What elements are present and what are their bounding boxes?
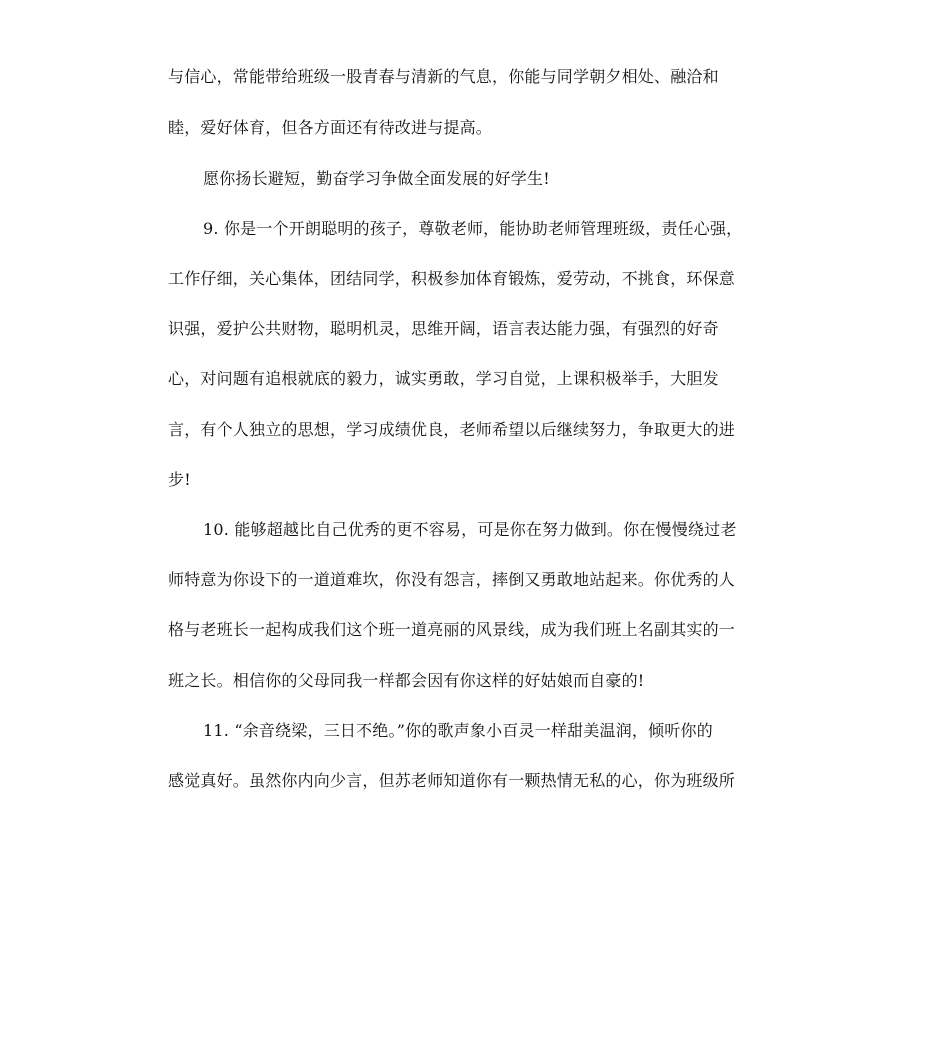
text-line: 9. 你是一个开朗聪明的孩子，尊敬老师，能协助老师管理班级，责任心强， xyxy=(203,219,743,238)
text-line: 工作仔细，关心集体，团结同学，积极参加体育锻炼，爱劳动，不挑食，环保意 xyxy=(168,269,736,288)
text-line: 11. “余音绕梁，三日不绝。”你的歌声象小百灵一样甜美温润，倾听你的 xyxy=(203,721,713,740)
text-line: 言，有个人独立的思想，学习成绩优良，老师希望以后继续努力，争取更大的进 xyxy=(168,420,736,439)
text-line: 师特意为你设下的一道道难坎，你没有怨言，摔倒又勇敢地站起来。你优秀的人 xyxy=(168,570,736,589)
text-line: 与信心，常能带给班级一股青春与清新的气息，你能与同学朝夕相处、融洽和 xyxy=(168,67,719,86)
text-line: 睦，爱好体育，但各方面还有待改进与提高。 xyxy=(168,118,493,137)
text-line: 识强，爱护公共财物，聪明机灵，思维开阔，语言表达能力强，有强烈的好奇 xyxy=(168,319,719,338)
text-line: 感觉真好。虽然你内向少言，但苏老师知道你有一颗热情无私的心，你为班级所 xyxy=(168,771,736,790)
text-line: 步! xyxy=(168,470,191,489)
text-line: 愿你扬长避短，勤奋学习争做全面发展的好学生! xyxy=(203,169,550,188)
text-line: 10. 能够超越比自己优秀的更不容易，可是你在努力做到。你在慢慢绕过老 xyxy=(203,520,737,539)
text-line: 心，对问题有追根就底的毅力，诚实勇敢，学习自觉，上课积极举手，大胆发 xyxy=(168,369,719,388)
text-line: 格与老班长一起构成我们这个班一道亮丽的风景线，成为我们班上名副其实的一 xyxy=(168,620,736,639)
text-line: 班之长。相信你的父母同我一样都会因有你这样的好姑娘而自豪的! xyxy=(168,671,645,690)
